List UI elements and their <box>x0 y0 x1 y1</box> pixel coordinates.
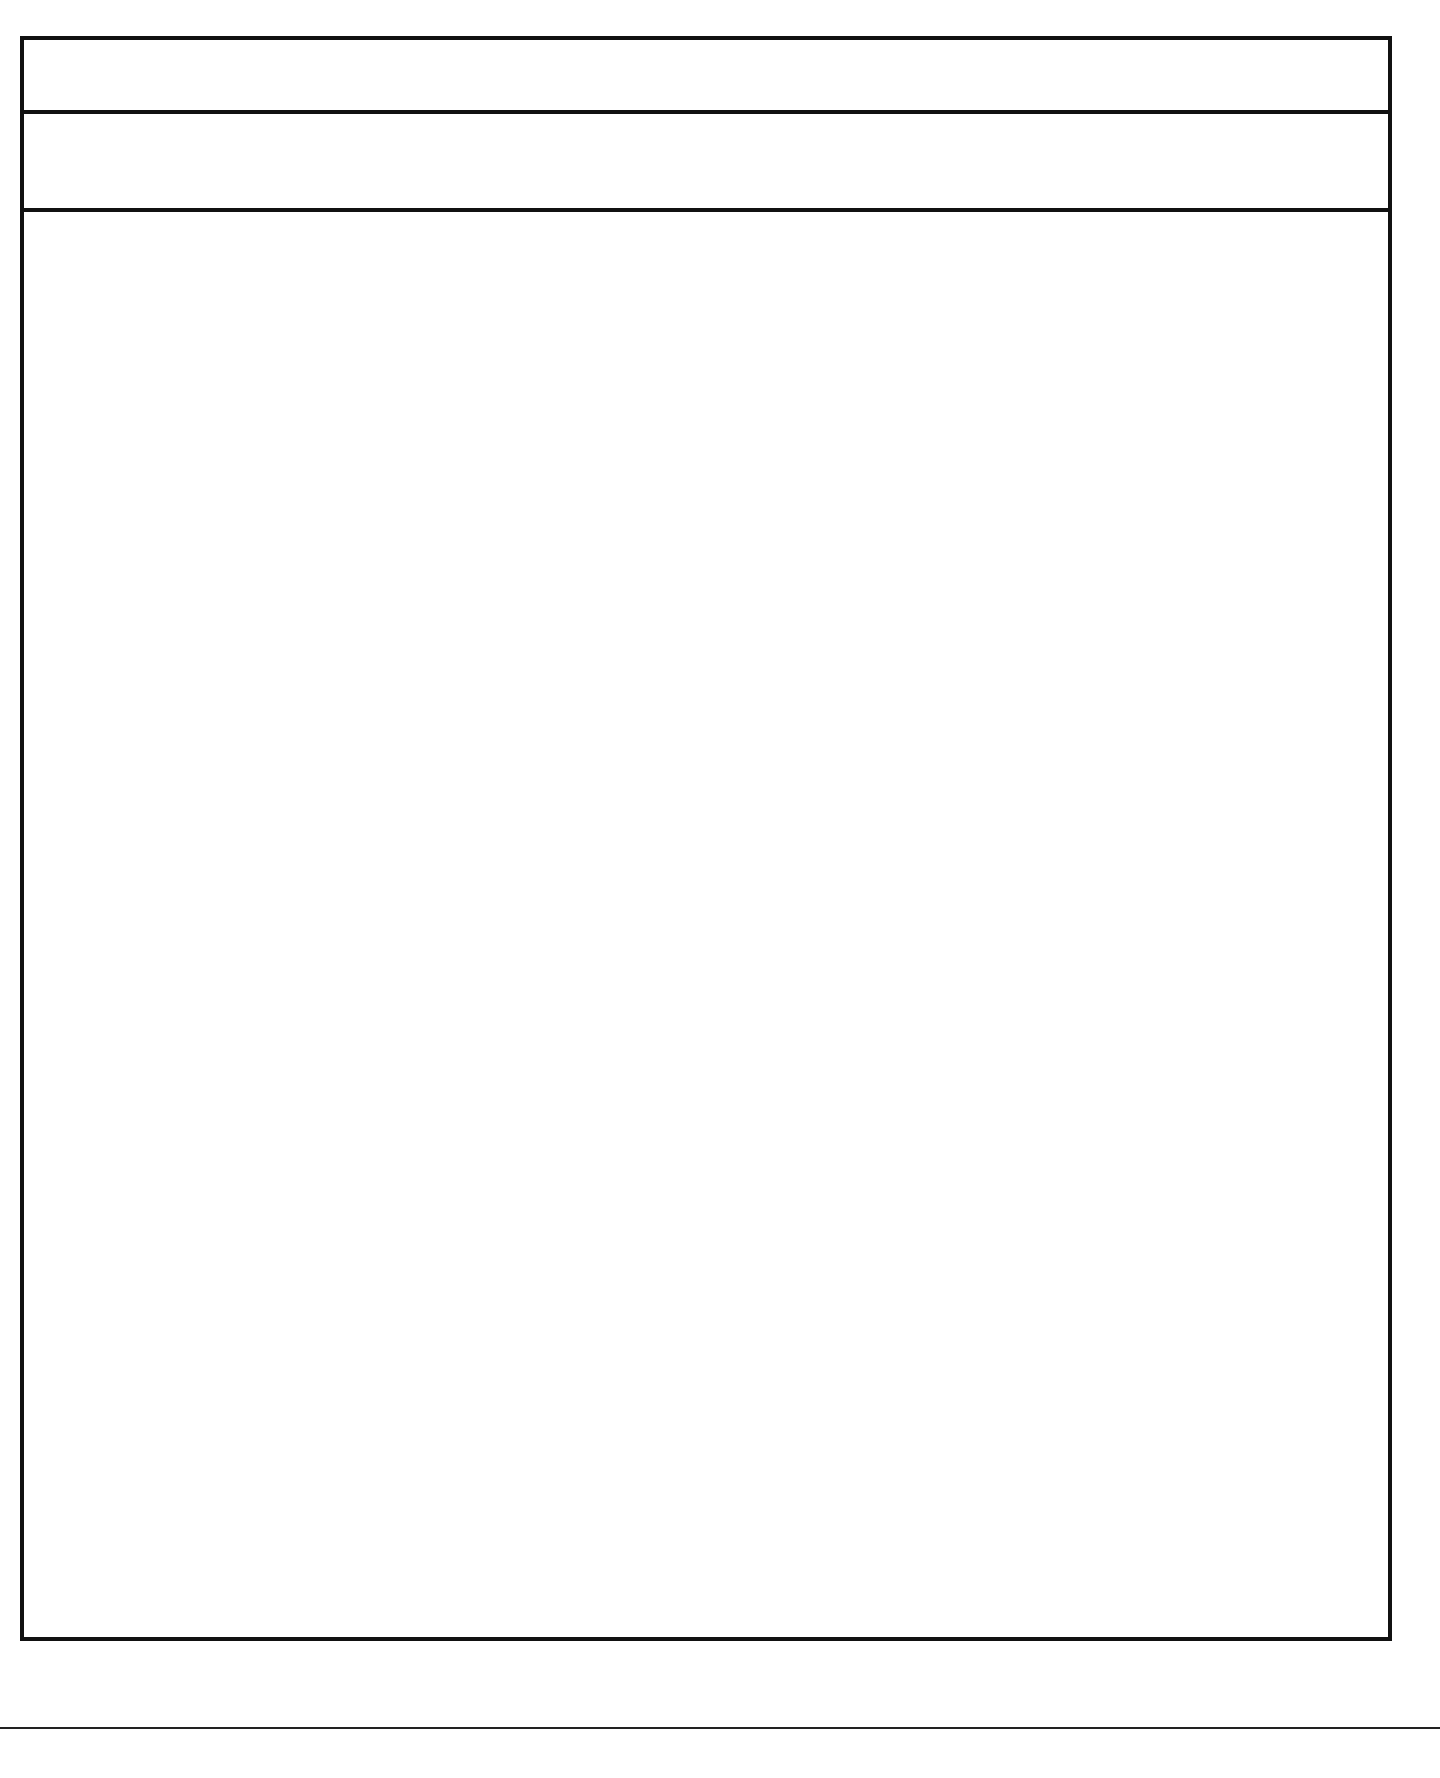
column-header-row <box>24 114 1388 212</box>
legend <box>24 1235 1388 1635</box>
chart-title <box>24 40 1388 114</box>
caption-divider <box>0 1727 1440 1729</box>
generator-usage-chart <box>20 36 1392 1641</box>
